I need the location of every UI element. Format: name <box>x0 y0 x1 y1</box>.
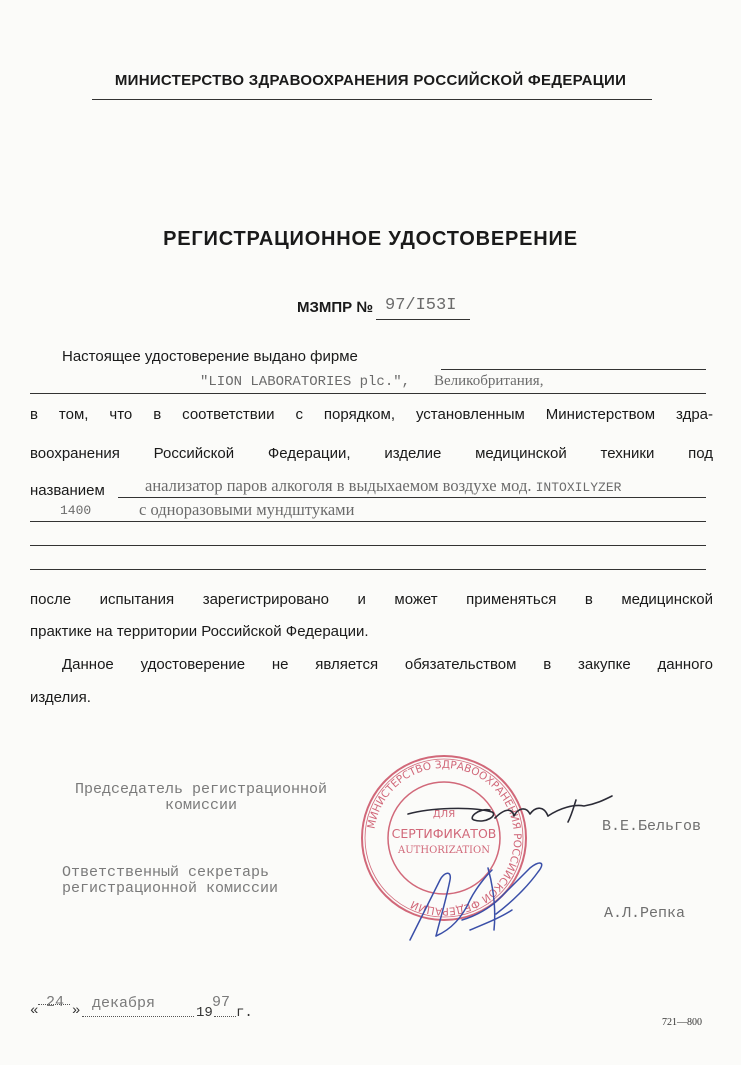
named-label: названием <box>30 482 105 499</box>
round-stamp <box>362 756 526 920</box>
stamp-ring-textpath: МИНИСТЕРСТВО ЗДРАВООХРАНЕНИЯ РОССИЙСКОЙ ФЕДЕРАЦИИ <box>365 758 524 918</box>
disclaimer-line-2: изделия. <box>30 689 91 706</box>
secretary-label-line-1: Ответственный секретарь <box>62 864 270 881</box>
company-name: "LION LABORATORIES plc.", <box>200 374 411 390</box>
product-code: 1400 <box>60 503 92 518</box>
stamp-center-3: AUTHORIZATION <box>398 845 490 856</box>
chair-label-line-1: Председатель регистрационной <box>74 781 328 798</box>
company-country: Великобритания, <box>434 373 544 389</box>
date-month-dots <box>82 1016 194 1017</box>
stamp-center-2: СЕРТИФИКАТОВ <box>391 826 497 841</box>
after-line-2: практике на территории Российской Федерации. <box>30 623 369 640</box>
body-line-1: в том, что в соответствии с порядком, установленным Министерством здра- <box>30 406 713 423</box>
ministry-header: МИНИСТЕРСТВО ЗДРАВООХРАНЕНИЯ РОССИЙСКОЙ ФЕДЕРАЦИИ <box>114 72 627 89</box>
date-month: декабря <box>92 995 156 1012</box>
document-title: РЕГИСТРАЦИОННОЕ УДОСТОВЕРЕНИЕ <box>163 228 578 250</box>
stamp-center-1: ДЛЯ <box>432 809 456 820</box>
form-number: 721—800 <box>662 1017 702 1028</box>
chair-label-line-2: комиссии <box>164 797 237 814</box>
date-suffix: г. <box>236 1005 253 1021</box>
chair-name: В.Е.Бельгов <box>602 818 702 835</box>
body-line-2: воохранения Российской Федерации, изделие медицинской техники под <box>30 445 713 462</box>
secretary-name: А.Л.Репка <box>604 905 686 922</box>
product-name-line-2: с одноразовыми мундштуками <box>139 500 355 519</box>
registration-label: МЗМПР № <box>297 299 374 316</box>
disclaimer-line-1: Данное удостоверение не является обязательством в закупке данного <box>62 656 713 673</box>
date-year-dots <box>214 1016 236 1017</box>
issued-label: Настоящее удостоверение выдано фирме <box>62 348 358 365</box>
product-model: INTOXILYZER <box>535 480 622 495</box>
registration-number: 97/I53I <box>385 296 457 315</box>
product-name-text: анализатор паров алкоголя в выдыхаемом воздухе мод. <box>145 476 532 495</box>
date-day-dots <box>38 1004 70 1005</box>
date-day: 24 <box>46 994 65 1011</box>
secretary-label-line-2: регистрационной комиссии <box>62 880 279 897</box>
date-century: 19 <box>196 1005 213 1021</box>
after-line-1: после испытания зарегистрировано и может применяться в медицинской <box>30 591 713 608</box>
date-year: 97 <box>212 994 231 1011</box>
date-close-quote: » <box>72 1003 81 1019</box>
date-open-quote: « <box>30 1003 39 1019</box>
